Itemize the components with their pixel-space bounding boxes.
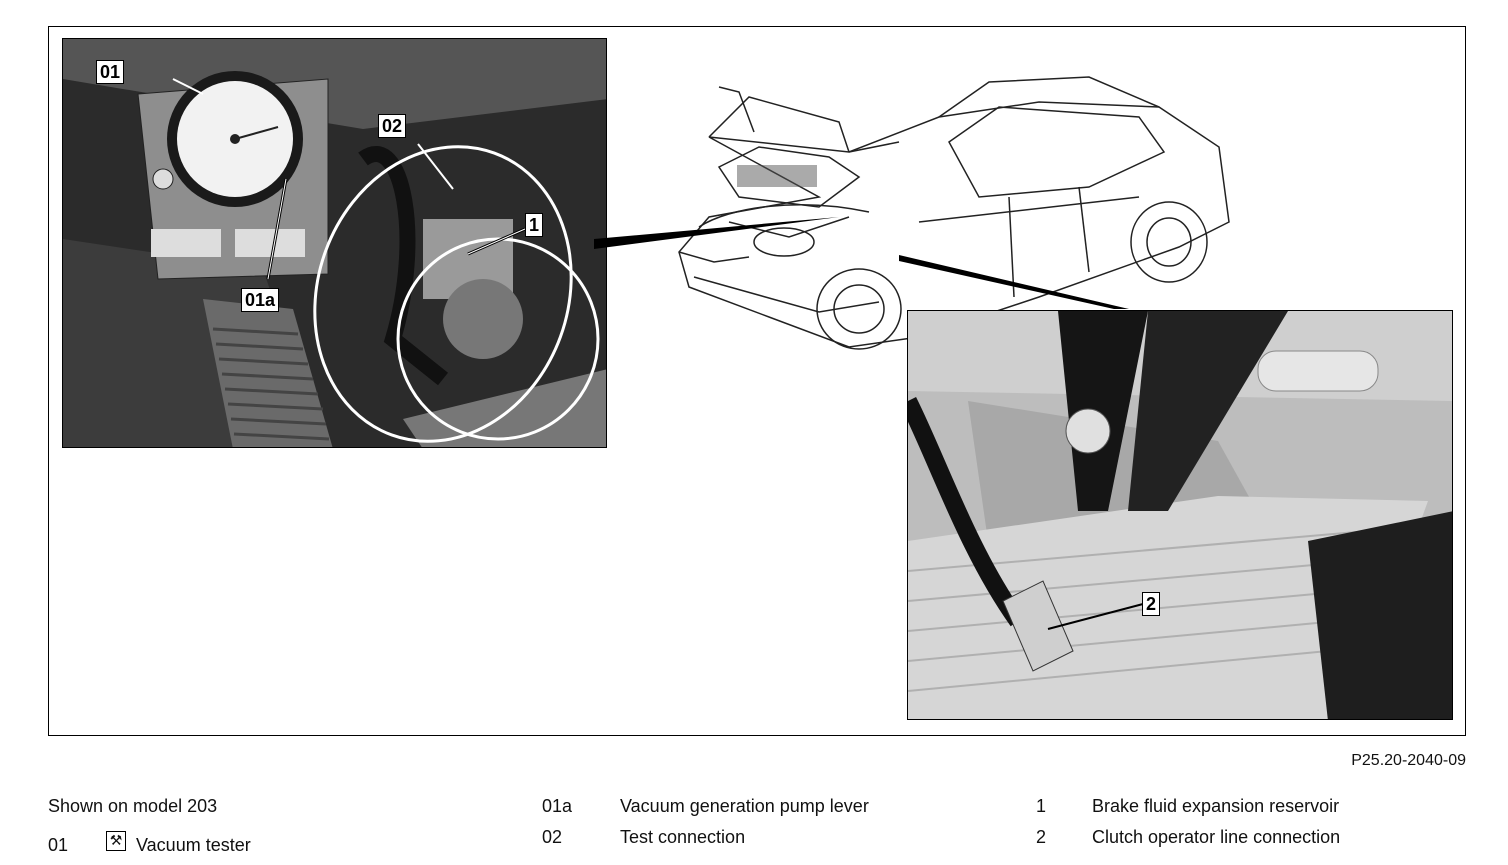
- callout-01a: 01a: [241, 288, 279, 312]
- legend-key-1: 1: [1036, 796, 1047, 816]
- callout-01: 01: [96, 60, 124, 84]
- legend-key-2: 2: [1036, 827, 1047, 847]
- callout-02: 02: [378, 114, 406, 138]
- callout-2: 2: [1142, 592, 1160, 616]
- clutch-line-detail-photo: [907, 310, 1453, 720]
- legend-label-02: Test connection: [620, 827, 746, 847]
- image-reference-code: P25.20-2040-09: [1351, 752, 1466, 769]
- figure-frame: [48, 26, 1466, 736]
- legend-label-01a: Vacuum generation pump lever: [620, 796, 869, 816]
- workshop-tool-icon: ⚒: [106, 831, 126, 851]
- legend-label-2: Clutch operator line connection: [1092, 827, 1341, 847]
- legend-key-02: 02: [542, 827, 563, 847]
- legend-label-1: Brake fluid expansion reservoir: [1092, 796, 1340, 816]
- legend-key-01a: 01a: [542, 796, 573, 816]
- legend-caption: Shown on model 203: [48, 796, 218, 816]
- legend-label-01: Vacuum tester: [136, 835, 251, 855]
- callout-1: 1: [525, 213, 543, 237]
- legend-key-01: 01: [48, 835, 69, 855]
